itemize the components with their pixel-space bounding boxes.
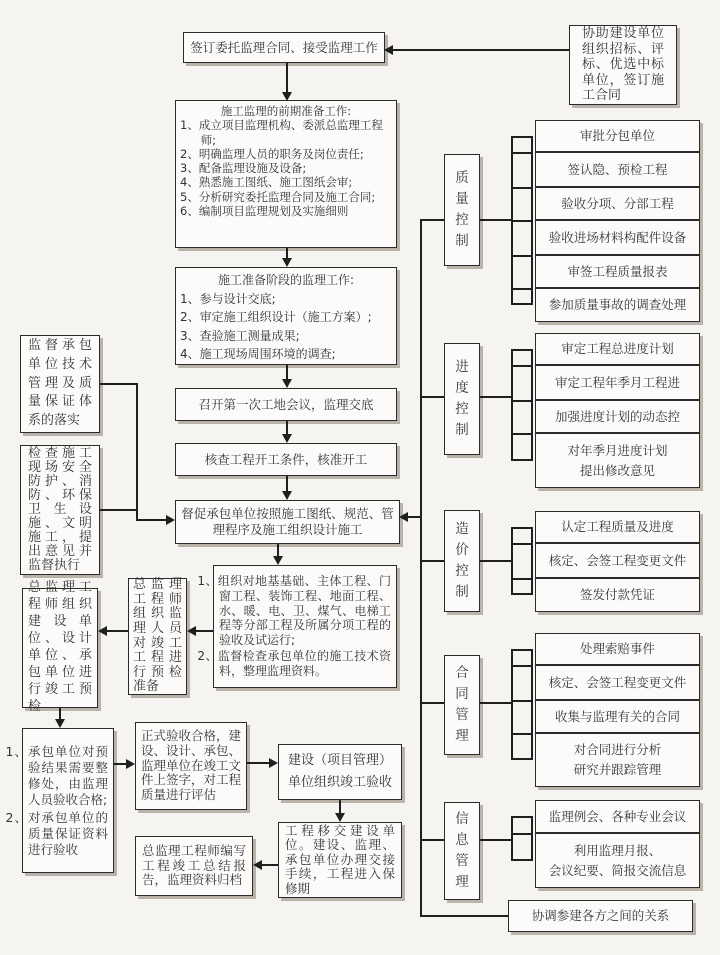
bracket-rung <box>511 187 533 189</box>
category-box-quality <box>444 154 480 266</box>
trunk-line <box>420 219 422 917</box>
bracket-rung <box>511 700 533 702</box>
item-box-quality-1 <box>535 120 700 152</box>
item-box-cost-3 <box>535 578 700 612</box>
item-line: 利用监理月报、 <box>573 842 662 858</box>
bracket-rung <box>511 665 533 667</box>
supervise-qa-label: 监督承包单位技术管理及质量保证体系的落实 <box>28 337 92 429</box>
bracket-rung <box>511 433 533 435</box>
arrowhead-right <box>126 759 135 769</box>
item-line: 会议纪要、简报交流信息 <box>548 862 687 878</box>
bracket-rung <box>511 288 533 290</box>
connector-line <box>286 63 288 92</box>
acceptance-org-item: 1、组织对地基基础、主体工程、门窗工程、装饰工程、地面工程、水、暖、电、卫、煤气、电梯工程等分部工程及所属分项工程的验收及试运行; <box>197 574 391 647</box>
item-line: 对合同进行分析 <box>573 742 662 757</box>
flow-box-repair-accept <box>5 728 114 873</box>
bracket-rung <box>511 833 533 835</box>
supervise-construction-label: 督促承包单位按照施工图纸、规范、管理程序及施工组织设计施工 <box>181 506 394 537</box>
prep-work-item: 2、明确监理人员的职务及岗位责任; <box>180 146 364 161</box>
flow-box-sign-contract <box>183 32 385 63</box>
arrowhead-left <box>253 860 262 870</box>
category-box-cost <box>444 510 480 612</box>
item-box-progress-2 <box>535 365 700 400</box>
prep-work-title: 施工监理的前期准备工作: <box>220 104 352 118</box>
connector-line <box>393 49 569 51</box>
bracket-cost <box>511 527 533 595</box>
flow-box-precheck <box>22 580 98 714</box>
item-box-cost-1 <box>535 511 700 543</box>
prep-work-item: 5、分析研究委托监理合同及施工合同; <box>180 189 376 204</box>
bracket-rung <box>511 543 533 545</box>
check-site-label: 检查施工现场安全防护、消防、环保卫生设施、文明施工，提出意见并监督执行 <box>28 445 92 574</box>
category-box-progress <box>444 343 480 455</box>
acceptance-org-item: 2、监督检查承包单位的施工技术资料，整理监理资料。 <box>197 649 391 679</box>
flow-box-prep-stage <box>175 267 397 365</box>
assist-bid-label: 协助建设单位组织招标、评标、优选中标单位，签订施工合同 <box>582 26 664 104</box>
category-cost-label: 造价控制 <box>455 521 469 600</box>
handover-label: 工程移交建设单位。建设、监理、承包单位办理交接手续，工程进入保修期 <box>285 823 395 896</box>
arrowhead-left <box>98 626 107 636</box>
connector-line <box>136 519 168 521</box>
item-label: 签认隐、预检工程 <box>567 161 668 177</box>
arrowhead-down <box>282 379 292 388</box>
repair-accept-item: 1、承包单位对预验结果需要整修处，由监理人员验收合格; <box>5 743 108 807</box>
flow-box-final-report <box>135 836 253 896</box>
category-progress-label: 进度控制 <box>455 359 469 438</box>
precheck-label: 总监理工程师组织建设单位、设计单位、承包单位进行竣工预检 <box>28 580 92 714</box>
left-box-supervise-qa <box>20 335 100 433</box>
connector-line <box>247 762 271 764</box>
arrowhead-down <box>282 491 292 500</box>
arrowhead-down <box>282 258 292 267</box>
flow-box-sign-contract-label: 签订委托监理合同、接受监理工作 <box>190 39 378 55</box>
item-label: 验收分项、分部工程 <box>561 195 674 211</box>
connector-line <box>420 915 508 917</box>
category-quality-label: 质量控制 <box>455 170 469 249</box>
item-box-info-2 <box>535 833 700 888</box>
item-box-quality-3 <box>535 187 700 220</box>
prep-stage-title: 施工准备阶段的监理工作: <box>217 273 355 287</box>
arrowhead-down <box>335 813 345 822</box>
flow-box-assist-bid <box>569 25 677 105</box>
connector-line <box>286 421 288 435</box>
flow-box-org-completion <box>278 744 402 800</box>
prep-stage-item: 3、查验施工测量成果; <box>180 328 300 343</box>
item-box-info-1 <box>535 800 700 833</box>
category-contract-label: 合同管理 <box>455 665 469 744</box>
item-label: 验收进场材料构配件设备 <box>548 229 687 245</box>
connector-line <box>339 800 341 814</box>
bracket-info <box>511 816 533 861</box>
org-completion-label: 建设（项目管理）单位组织竣工验收 <box>287 752 392 790</box>
left-box-check-site <box>20 445 100 575</box>
bracket-rung <box>511 733 533 735</box>
item-box-progress-3 <box>535 400 700 433</box>
item-label <box>563 440 671 482</box>
prep-stage-item: 1、参与设计交底; <box>180 291 276 306</box>
item-box-contract-2 <box>535 665 700 700</box>
prep-stage-item: 2、审定施工组织设计（施工方案）; <box>180 310 372 325</box>
repair-accept-item: 2、对承包单位的质量保证资料进行验收 <box>5 809 108 857</box>
bracket-rung <box>511 220 533 222</box>
bracket-rung <box>511 578 533 580</box>
item-box-quality-6 <box>535 288 700 322</box>
connector-line <box>100 383 138 385</box>
item-label: 核定、会签工程变更文件 <box>548 674 687 690</box>
flow-box-supervise-construction <box>175 500 400 544</box>
flow-box-prep-work <box>175 100 397 248</box>
final-report-label: 总监理工程师编写工程竣工总结报告，监理资料归档 <box>142 843 246 888</box>
connector-line <box>262 864 278 866</box>
bracket-rung <box>511 400 533 402</box>
item-line: 提出修改意见 <box>579 462 655 478</box>
bracket-rung <box>511 365 533 367</box>
item-label: 审批分包单位 <box>579 128 655 143</box>
flow-box-first-meeting <box>175 388 397 421</box>
connector-line <box>100 509 138 511</box>
prep-work-item: 4、熟悉施工图纸、施工图纸会审; <box>180 175 353 190</box>
connector-line <box>480 396 511 398</box>
check-start-label: 核查工程开工条件，核准开工 <box>204 451 368 467</box>
connector-line <box>480 560 511 562</box>
item-label: 核定、会签工程变更文件 <box>548 552 687 568</box>
item-box-progress-4 <box>535 433 700 488</box>
arrowhead-down <box>282 434 292 443</box>
prep-stage-item: 4、施工现场周围环境的调查; <box>180 347 336 362</box>
flow-box-acceptance-org <box>197 565 397 688</box>
item-box-quality-2 <box>535 152 700 187</box>
item-box-cost-2 <box>535 543 700 578</box>
connector-line <box>286 365 288 380</box>
item-box-progress-1 <box>535 333 700 365</box>
flow-box-check-start <box>175 443 397 476</box>
arrowhead-down <box>55 719 65 728</box>
connector-line <box>420 702 444 704</box>
arrowhead-right <box>269 758 278 768</box>
arrowhead-down <box>273 556 283 565</box>
prep-work-item: 1、成立项目监理机构、委派总监理工程师; <box>180 118 383 147</box>
category-box-info <box>444 802 480 900</box>
item-label: 签发付款凭证 <box>579 587 655 602</box>
item-box-contract-3 <box>535 700 700 733</box>
connector-line <box>420 839 444 841</box>
item-label: 加强进度计划的动态控 <box>554 408 680 424</box>
item-label: 认定工程质量及进度 <box>561 519 674 534</box>
item-label: 审签工程质量报表 <box>567 263 668 279</box>
item-line: 研究并跟踪管理 <box>573 762 662 777</box>
prep-work-item: 3、配备监理设施及设备; <box>180 161 307 175</box>
coordinate-box <box>508 900 693 932</box>
arrowhead-down <box>282 92 292 101</box>
item-label <box>545 840 691 882</box>
connector-line <box>107 630 128 632</box>
precheck-prep-label: 总监理工程师组织监理人员对竣工工程进行预检准备 <box>133 577 182 695</box>
formal-accept-label: 正式验收合格，建设、设计、承包、监理单位在竣工文件上签字，对工程质量进行评估 <box>141 728 242 802</box>
arrowhead-left <box>399 512 408 522</box>
category-box-contract <box>444 655 480 755</box>
connector-line <box>480 702 511 704</box>
category-info-label: 信息管理 <box>455 811 469 890</box>
bracket-rung <box>511 255 533 257</box>
item-box-quality-4 <box>535 220 700 255</box>
arrowhead-right <box>166 515 175 525</box>
item-label: 处理索赔事件 <box>579 641 655 656</box>
item-label: 参加质量事故的调查处理 <box>548 297 687 312</box>
coordinate-label: 协调参建各方之间的关系 <box>531 908 670 923</box>
connector-line <box>420 219 444 221</box>
connector-line <box>420 396 444 398</box>
connector-line <box>196 630 213 632</box>
connector-line <box>480 219 511 221</box>
item-label: 监理例会、各种专业会议 <box>548 808 687 824</box>
item-label: 收集与监理有关的合同 <box>554 708 680 724</box>
item-box-contract-1 <box>535 633 700 665</box>
connector-line <box>286 476 288 492</box>
item-box-quality-5 <box>535 255 700 288</box>
flow-box-formal-accept <box>135 722 247 810</box>
item-label: 审定工程年季月工程进 <box>554 374 680 390</box>
prep-work-item: 6、编制项目监理规划及实施细则 <box>180 203 349 218</box>
bracket-rung <box>511 152 533 154</box>
item-line: 对年季月进度计划 <box>567 442 668 458</box>
arrowhead-left <box>384 45 393 55</box>
item-box-contract-4 <box>535 733 700 787</box>
item-label: 审定工程总进度计划 <box>561 341 674 356</box>
connector-line <box>407 516 421 518</box>
arrowhead-left <box>187 626 196 636</box>
flow-box-precheck-prep <box>128 578 187 695</box>
connector-line <box>480 839 511 841</box>
connector-line <box>420 560 444 562</box>
flow-box-handover <box>278 822 402 898</box>
connector-line <box>136 383 138 520</box>
item-label <box>570 739 666 781</box>
first-meeting-label: 召开第一次工地会议，监理交底 <box>198 396 374 412</box>
